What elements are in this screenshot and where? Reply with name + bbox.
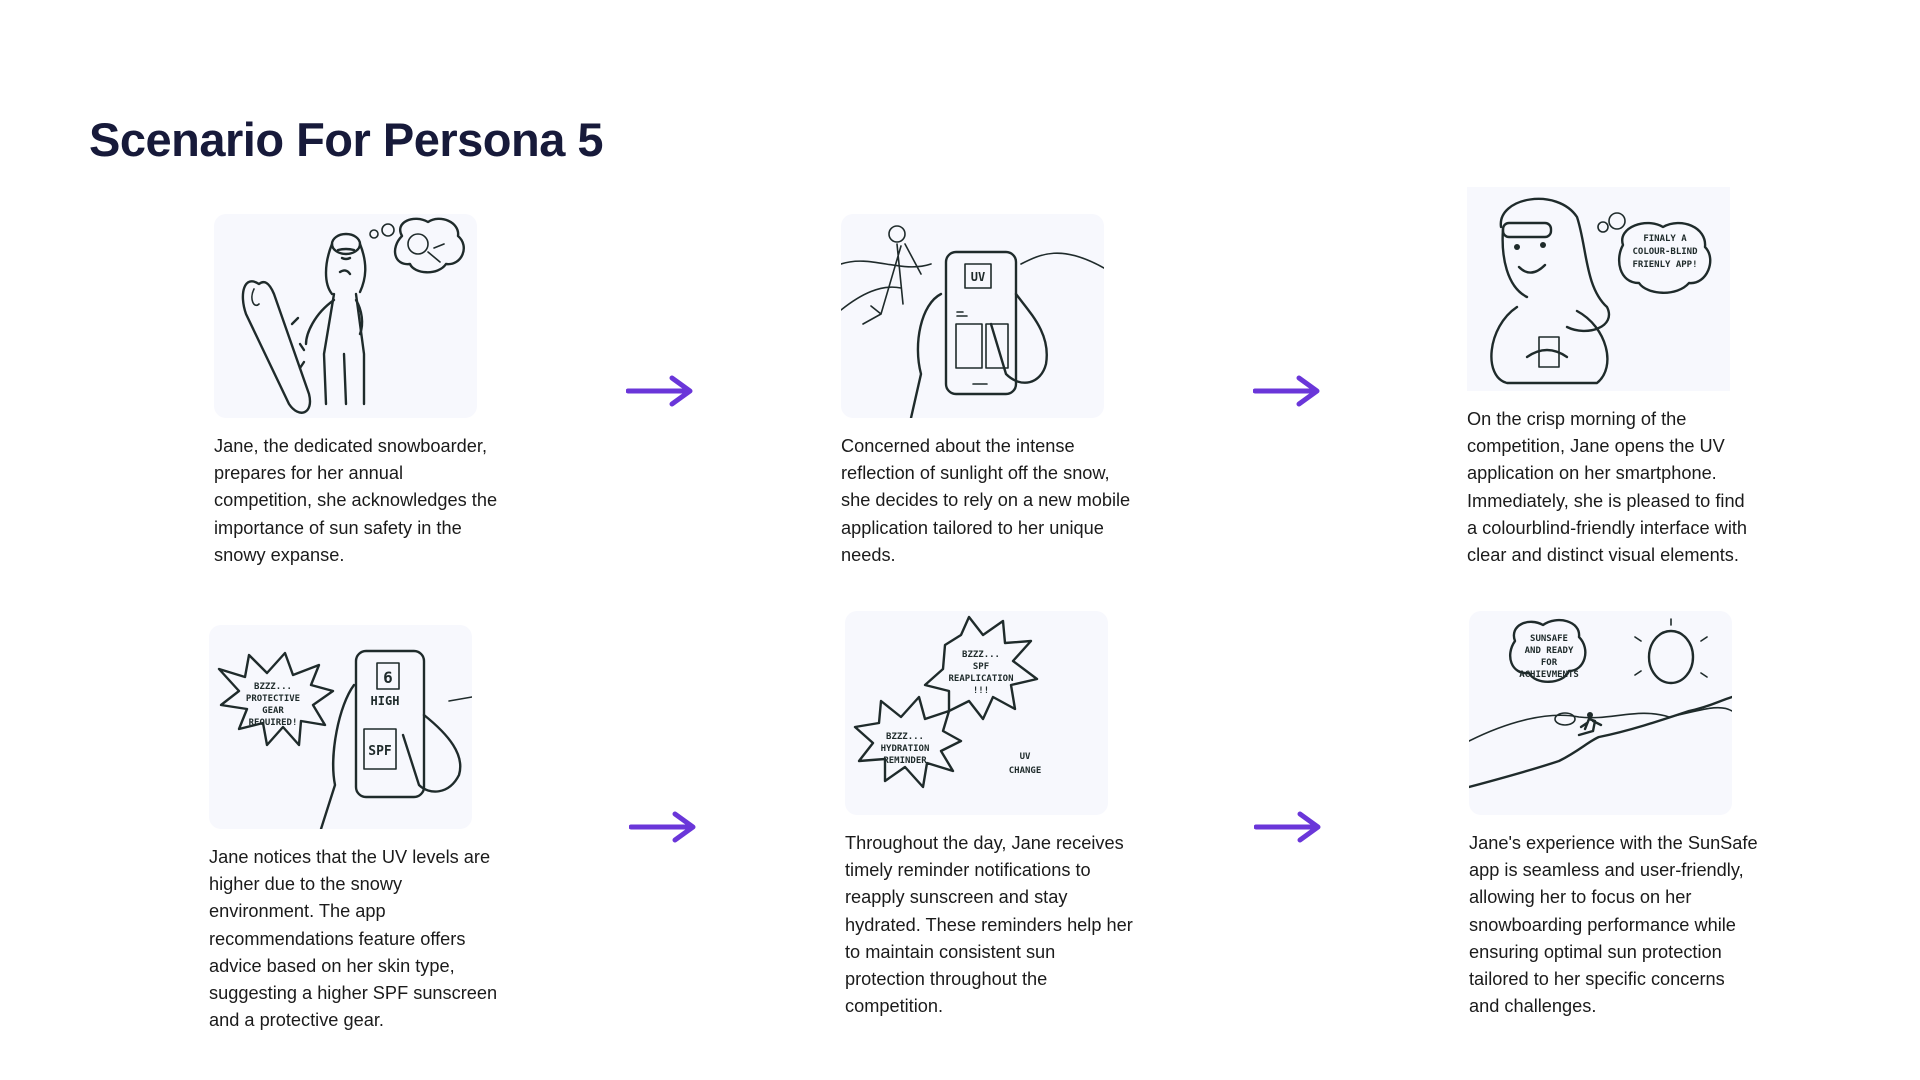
svg-text:SPF: SPF: [972, 662, 990, 672]
step-2-caption: Concerned about the intense reflection of sunlight off the snow, she decides to rely on a new mobile application tailored to her unique needs.: [841, 436, 1131, 565]
arrow-right-icon: [629, 810, 699, 844]
step-4-caption: Jane notices that the UV levels are higher due to the snowy environment. The app recommendations feature offers advice based on her skin type, suggesting a higher SPF sunscreen and a protective gear.: [209, 847, 498, 1031]
svg-text:UV: UV: [970, 270, 986, 284]
step-5-illustration: [845, 611, 1108, 815]
step-3-caption: On the crisp morning of the competition, Jane opens the UV application on her smartphone. Immediately, she is pleased to find a colourblind-friendly interface with clear and distinct visual elements.: [1467, 409, 1748, 566]
svg-text:AND READY: AND READY: [1524, 646, 1574, 656]
step-6-caption: Jane's experience with the SunSafe app is seamless and user-friendly, allowing her to focus on her snowboarding performance while ensuring optimal sun protection tailored to her specific concerns and challenges.: [1469, 833, 1758, 1017]
arrow-right-icon: [626, 374, 696, 408]
arrow-right-icon: [1253, 374, 1323, 408]
step-3-illustration: [1467, 187, 1730, 391]
arrow-right-icon: [1254, 810, 1324, 844]
happy-jane-icon: [1467, 187, 1730, 391]
svg-text:BZZZ...: BZZZ...: [886, 732, 924, 742]
step-6-illustration: [1469, 611, 1732, 815]
step-5-caption: Throughout the day, Jane receives timely reminder notifications to reapply sunscreen and stay hydrated. These reminders help her to maintain consistent sun protection throughout the competition.: [845, 833, 1133, 1017]
svg-text:REAPLICATION: REAPLICATION: [948, 674, 1014, 684]
svg-text:SUNSAFE: SUNSAFE: [1530, 634, 1568, 644]
phone-uv-app-icon: [841, 214, 1104, 418]
svg-text:HIGH: HIGH: [370, 694, 400, 708]
svg-text:FINALY A: FINALY A: [1643, 234, 1687, 244]
svg-text:BZZZ...: BZZZ...: [962, 650, 1000, 660]
svg-text:HYDRATION: HYDRATION: [880, 744, 930, 754]
snowboarder-mountain-icon: [1469, 611, 1732, 815]
svg-text:UV: UV: [1019, 752, 1031, 762]
svg-text:6: 6: [383, 668, 393, 687]
snowboarder-thinking-icon: [214, 214, 477, 418]
phone-alert-icon: [209, 625, 472, 829]
svg-text:ACHIEVMENTS: ACHIEVMENTS: [1519, 670, 1579, 680]
svg-text:CHANGE: CHANGE: [1008, 766, 1042, 776]
svg-text:BZZZ...: BZZZ...: [254, 682, 292, 692]
svg-text:!!!: !!!: [972, 686, 990, 696]
step-1-illustration: [214, 214, 477, 418]
page-title: Scenario For Persona 5: [89, 113, 604, 166]
svg-text:GEAR: GEAR: [262, 706, 284, 716]
step-1-caption: Jane, the dedicated snowboarder, prepares for her annual competition, she acknowledges the importance of sun safety in the snowy expanse.: [214, 436, 498, 565]
step-4-illustration: [209, 625, 472, 829]
reminder-bursts-icon: [845, 611, 1108, 815]
svg-text:REMINDER: REMINDER: [883, 756, 927, 766]
step-2-illustration: [841, 214, 1104, 418]
svg-text:FRIENLY APP!: FRIENLY APP!: [1632, 260, 1698, 270]
svg-text:FOR: FOR: [1540, 658, 1558, 668]
svg-text:COLOUR-BLIND: COLOUR-BLIND: [1632, 247, 1698, 257]
svg-text:SPF: SPF: [368, 744, 392, 759]
svg-text:REQUIRED!: REQUIRED!: [248, 718, 298, 728]
svg-text:PROTECTIVE: PROTECTIVE: [245, 694, 301, 704]
